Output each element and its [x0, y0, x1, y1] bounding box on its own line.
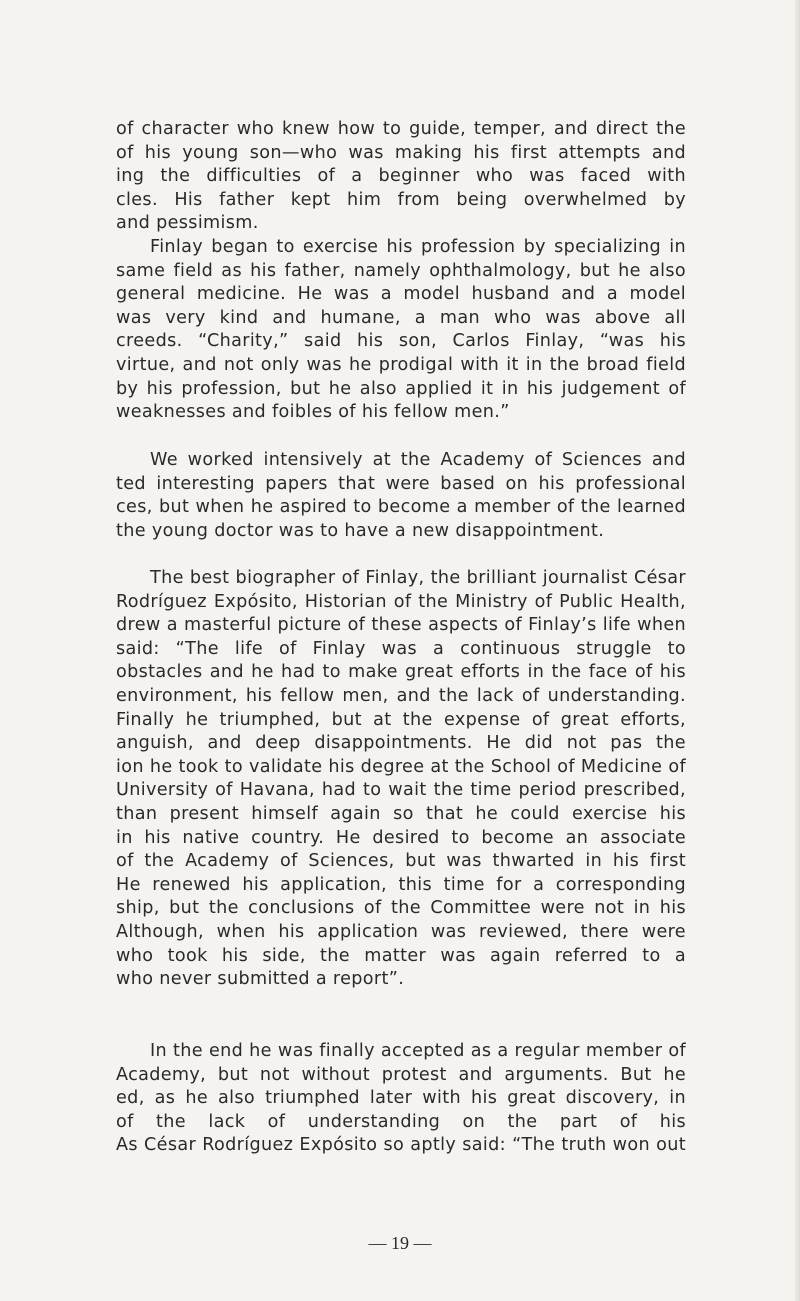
text-line: He renewed his application, this time for a corresponding: [116, 874, 686, 895]
page-number: — 19 —: [368, 1233, 432, 1253]
text-line: cles. His father kept him from being overwhelmed by: [116, 189, 686, 210]
text-line: of the Academy of Sciences, but was thwarted in his first: [116, 851, 686, 872]
text-line: the young doctor was to have a new disappointment.: [116, 520, 605, 541]
text-line: Finally he triumphed, but at the expense of great efforts,: [116, 709, 686, 730]
text-line: virtue, and not only was he prodigal with it in the broad field: [116, 354, 686, 375]
text-line: and pessimism.: [116, 213, 259, 234]
text-line: was very kind and humane, a man who was above all: [116, 307, 686, 328]
text-line: Rodríguez Expósito, Historian of the Ministry of Public Health,: [116, 591, 686, 612]
text-line: who never submitted a report”.: [116, 969, 405, 990]
text-line: of his young son—who was making his first attempts and: [116, 142, 686, 163]
text-line: Although, when his application was reviewed, there were: [116, 921, 686, 942]
text-line: same field as his father, namely ophthalmology, but he also: [116, 260, 686, 281]
text-line: said: “The life of Finlay was a continuous struggle to: [116, 638, 686, 659]
text-line: in his native country. He desired to become an associate: [116, 827, 686, 848]
text-line: environment, his fellow men, and the lack of understanding.: [116, 685, 686, 706]
paragraph-1: [116, 118, 686, 236]
text-line: ion he took to validate his degree at the School of Medicine of: [116, 756, 686, 777]
text-line: ed, as he also triumphed later with his great discovery, in: [116, 1088, 686, 1109]
text-line: by his profession, but he also applied it in his judgement of: [116, 378, 686, 399]
text-line: of the lack of understanding on the part of his: [116, 1111, 686, 1132]
text-line: We worked intensively at the Academy of Sciences and: [150, 450, 686, 470]
paragraph-3: [116, 449, 686, 543]
paragraph-4: [116, 567, 686, 992]
paragraph-5: [116, 1040, 686, 1158]
page-edge-shadow: [795, 0, 800, 1301]
text-line: ted interesting papers that were based on his professional: [116, 473, 686, 494]
text-line: of character who knew how to guide, temper, and direct the: [116, 119, 686, 139]
text-line: University of Havana, had to wait the time period prescribed,: [116, 780, 686, 801]
text-line: ing the difficulties of a beginner who was faced with: [116, 166, 686, 187]
text-line: The best biographer of Finlay, the brilliant journalist César: [150, 568, 686, 588]
text-line: In the end he was finally accepted as a regular member of: [150, 1041, 686, 1061]
text-line: ship, but the conclusions of the Committee were not in his: [116, 898, 686, 919]
paragraph-2: [116, 236, 686, 425]
text-line: who took his side, the matter was again referred to a: [116, 945, 686, 966]
text-line: anguish, and deep disappointments. He did not pas the: [116, 733, 686, 754]
text-line: obstacles and he had to make great efforts in the face of his: [116, 662, 686, 683]
text-line: drew a masterful picture of these aspects of Finlay’s life when: [116, 615, 686, 636]
text-line: Finlay began to exercise his profession by specializing in: [150, 237, 686, 257]
text-line: general medicine. He was a model husband and a model: [116, 284, 686, 305]
text-line: weaknesses and foibles of his fellow men.”: [116, 402, 510, 423]
text-line: Academy, but not without protest and arguments. But he: [116, 1064, 686, 1085]
text-line: than present himself again so that he could exercise his: [116, 803, 686, 824]
text-line: creeds. “Charity,” said his son, Carlos Finlay, “was his: [116, 331, 686, 352]
text-line: ces, but when he aspired to become a member of the learned: [116, 497, 686, 518]
text-line: As César Rodríguez Expósito so aptly said: “The truth won out: [116, 1135, 686, 1156]
